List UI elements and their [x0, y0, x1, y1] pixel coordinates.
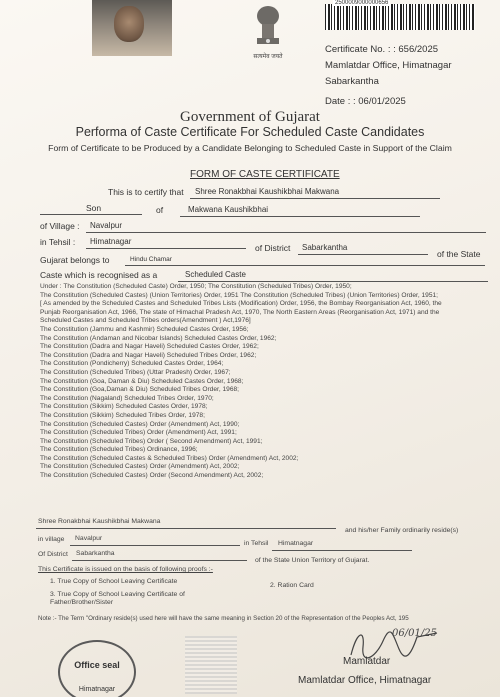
state-label: of the State — [437, 249, 481, 259]
order-line: The Constitution (Dadra and Nagar Haveli) Scheduled Castes Order, 1962; — [40, 343, 259, 351]
form-subtitle: Form of Certificate to be Produced by a Candidate Belonging to Scheduled Caste in Support of the Claim — [48, 143, 452, 153]
certify-label: This is to certify that — [108, 187, 184, 197]
applicant-photo — [92, 0, 172, 56]
order-line: The Constitution (Scheduled Castes) Order (Amendment) Act, 1990; — [40, 420, 240, 428]
residence-tehsil: Himatnagar — [278, 540, 314, 547]
issue-date: Date : : 06/01/2025 — [325, 96, 406, 107]
recognised-label: Caste which is recognised as a — [40, 270, 158, 280]
handwritten-date: 06/01/25 — [392, 628, 437, 639]
candidate-name: Shree Ronakbhai Kaushikbhai Makwana — [195, 187, 340, 196]
order-line: The Constitution (Scheduled Tribes) Ordinance, 1996; — [40, 446, 198, 454]
son-label: Son — [86, 203, 102, 213]
performa-title: Performa of Caste Certificate For Scheduled Caste Candidates — [75, 125, 425, 139]
national-emblem-icon — [248, 2, 288, 60]
order-line: The Constitution (Scheduled Castes) (Union Territories) Order, 1951 The Constitution (Scheduled Tribes) (Union Territories) Order, 1951; — [40, 291, 439, 299]
proof-3: 3. True Copy of School Leaving Certificate of Father/Brother/Sister — [50, 591, 185, 606]
caste-category: Scheduled Caste — [185, 270, 246, 279]
order-line: The Constitution (Scheduled Tribes) Order ( Second Amendment) Act, 1991; — [40, 437, 263, 445]
order-line: The Constitution (Jammu and Kashmir) Scheduled Castes Order, 1956; — [40, 325, 249, 333]
issued-basis: This Certificate is issued on the basis of following proofs :- — [38, 566, 213, 573]
order-line: The Constitution (Scheduled Tribes) Order (Amendment) Act, 1991; — [40, 429, 237, 437]
residence-district-label: Of District — [38, 551, 68, 558]
of-label: of — [156, 205, 164, 215]
tehsil-label: in Tehsil : — [40, 237, 76, 247]
residence-tehsil-label: in Tehsil — [244, 540, 269, 547]
family-label: and his/her Family ordinarily reside(s) — [345, 527, 459, 534]
order-line: The Constitution (Sikkim) Scheduled Tribes Order, 1978; — [40, 411, 205, 419]
note-text: Note :- The Term "Ordinary reside(s) used here will have the same meaning in Section 20 of the Representation of the Peoples Act, 195 — [38, 615, 409, 622]
barcode-number: 2500009000000656 — [335, 0, 389, 6]
residence-union-label: of the State Union Territory of Gujarat. — [255, 557, 370, 564]
village-value: Navalpur — [90, 221, 123, 230]
order-line: The Constitution (Nagaland) Scheduled Tribes Order, 1970; — [40, 394, 214, 402]
district-value: Sabarkantha — [302, 243, 348, 252]
issuing-district: Sabarkantha — [325, 76, 379, 87]
village-label: of Village : — [40, 221, 80, 231]
order-line: Scheduled Castes and Scheduled Tribes orders(Amendment ) Act,1976] — [40, 317, 251, 325]
certificate-number: Certificate No. : : 656/2025 — [325, 44, 439, 55]
order-line: The Constitution (Scheduled Castes) Order (Amendment) Act, 2002; — [40, 463, 240, 471]
residence-name: Shree Ronakbhai Kaushikbhai Makwana — [38, 518, 161, 525]
form-title: FORM OF CASTE CERTIFICATE — [190, 169, 340, 180]
residence-village: Navalpur — [75, 535, 103, 542]
emblem-caption: सत्यमेव जयते — [253, 54, 283, 60]
tehsil-value: Himatnagar — [90, 237, 132, 246]
proof-2: 2. Ration Card — [270, 582, 314, 589]
order-line: The Constitution (Scheduled Castes) Order (Second Amendment) Act, 2002; — [40, 472, 264, 480]
order-line: The Constitution (Goa,Daman & Diu) Scheduled Tribes Order, 1968; — [40, 386, 240, 394]
caste-value: Hindu Chamar — [130, 256, 172, 263]
signatory-office: Mamlatdar Office, Himatnagar — [298, 675, 432, 686]
residence-village-label: in village — [38, 536, 65, 543]
seal-text: Office seal — [74, 660, 120, 670]
order-line: The Constitution (Scheduled Tribes) (Uttar Pradesh) Order, 1967; — [40, 368, 231, 376]
signatory-title: Mamlatdar — [343, 656, 391, 667]
constitution-orders-list — [40, 283, 495, 481]
residence-district: Sabarkantha — [76, 550, 115, 557]
order-line: The Constitution (Sikkim) Scheduled Castes Order, 1978; — [40, 403, 208, 411]
father-name: Makwana Kaushikbhai — [188, 205, 269, 214]
office-seal — [58, 640, 136, 697]
issuing-office: Mamlatdar Office, Himatnagar — [325, 60, 452, 71]
district-label: of District — [255, 243, 291, 253]
proof-1: 1. True Copy of School Leaving Certificate — [50, 578, 178, 585]
order-line: The Constitution (Andaman and Nicobar Islands) Scheduled Castes Order, 1962; — [40, 334, 277, 342]
order-line: Punjab Reorganisation Act, 1966, The state of Himachal Pradesh Act, 1970, The North Eastern Areas (Reorganisation Act, 1971) and the — [40, 308, 440, 316]
qr-code — [185, 636, 237, 694]
order-line: The Constitution (Goa, Daman & Diu) Scheduled Castes Order, 1968; — [40, 377, 244, 385]
order-line: The Constitution (Dadra and Nagar Haveli) Scheduled Tribes Order, 1962; — [40, 351, 257, 359]
government-title: Government of Gujarat — [180, 109, 320, 125]
seal-lower-text: Himatnagar — [78, 686, 116, 693]
order-line: [ As amended by the Scheduled Castes and Scheduled Tribes Lists (Modification) Order, 1956, the Bombay Reorganisation Act, 1960, the — [40, 300, 442, 308]
order-line: The Constitution (Pondicherry) Scheduled Castes Order, 1964; — [40, 360, 224, 368]
order-line: The Constitution (Scheduled Castes & Scheduled Tribes) Order (Amendment) Act, 2002; — [40, 454, 299, 462]
belongs-label: Gujarat belongs to — [40, 255, 110, 265]
certificate-barcode — [325, 4, 475, 30]
order-line: Under : The Constitution (Scheduled Caste) Order, 1950; The Constitution (Scheduled Tribes) Order, 1950; — [40, 283, 352, 290]
